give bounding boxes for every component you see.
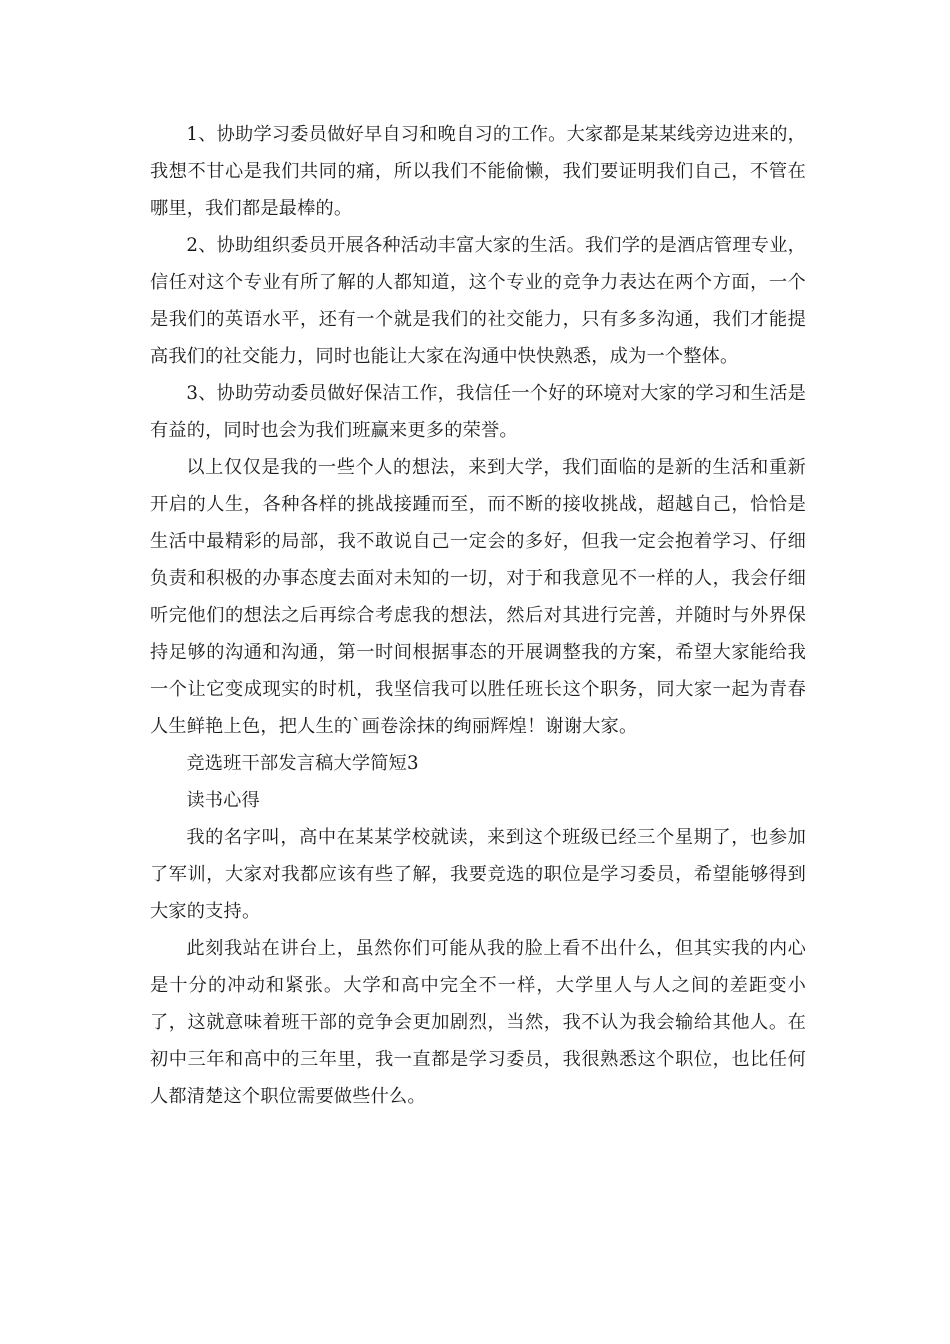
section-heading: 竞选班干部发言稿大学简短3	[186, 753, 419, 774]
paragraph-duty-3: 3、协助劳动委员做好保洁工作，我信任一个好的环境对大家的学习和生活是有益的，同时也会为我们班赢来更多的荣誉。	[150, 383, 806, 441]
paragraph-closing: 以上仅仅是我的一些个人的想法，来到大学，我们面临的是新的生活和重新开启的人生，各种各样的挑战接踵而至，而不断的接收挑战，超越自己，恰恰是生活中最精彩的局部，我不敢说自己一定会的多好，但我一定会抱着学习、仔细负责和积极的办事态度去面对未知的一切，对于和我意见不一样的人，我会仔细听完他们的想法之后再综合考虑我的想法，然后对其进行完善，并随时与外界保持足够的沟通和沟通，第一时间根据事态的开展调整我的方案，希望大家能给我一个让它变成现实的时机，我坚信我可以胜任班长这个职务，同大家一起为青春人生鲜艳上色，把人生的`画卷涂抹的绚丽辉煌！谢谢大家。	[150, 457, 806, 737]
section-subheading: 读书心得	[186, 790, 260, 811]
document-body	[150, 116, 806, 1115]
paragraph-duty-2: 2、协助组织委员开展各种活动丰富大家的生活。我们学的是酒店管理专业，信任对这个专业有所了解的人都知道，这个专业的竞争力表达在两个方面，一个是我们的英语水平，还有一个就是我们的社交能力，只有多多沟通，我们才能提高我们的社交能力，同时也能让大家在沟通中快快熟悉，成为一个整体。	[150, 235, 806, 367]
paragraph-speech: 此刻我站在讲台上，虽然你们可能从我的脸上看不出什么，但其实我的内心是十分的冲动和紧张。大学和高中完全不一样，大学里人与人之间的差距变小了，这就意味着班干部的竞争会更加剧烈，当然，我不认为我会输给其他人。在初中三年和高中的三年里，我一直都是学习委员，我很熟悉这个职位，也比任何人都清楚这个职位需要做些什么。	[150, 938, 806, 1107]
paragraph-duty-1: 1、协助学习委员做好早自习和晚自习的工作。大家都是某某线旁边进来的，我想不甘心是我们共同的痛，所以我们不能偷懒，我们要证明我们自己，不管在哪里，我们都是最棒的。	[150, 124, 806, 219]
paragraph-introduction: 我的名字叫，高中在某某学校就读，来到这个班级已经三个星期了，也参加了军训，大家对我都应该有些了解，我要竞选的职位是学习委员，希望能够得到大家的支持。	[150, 827, 806, 922]
